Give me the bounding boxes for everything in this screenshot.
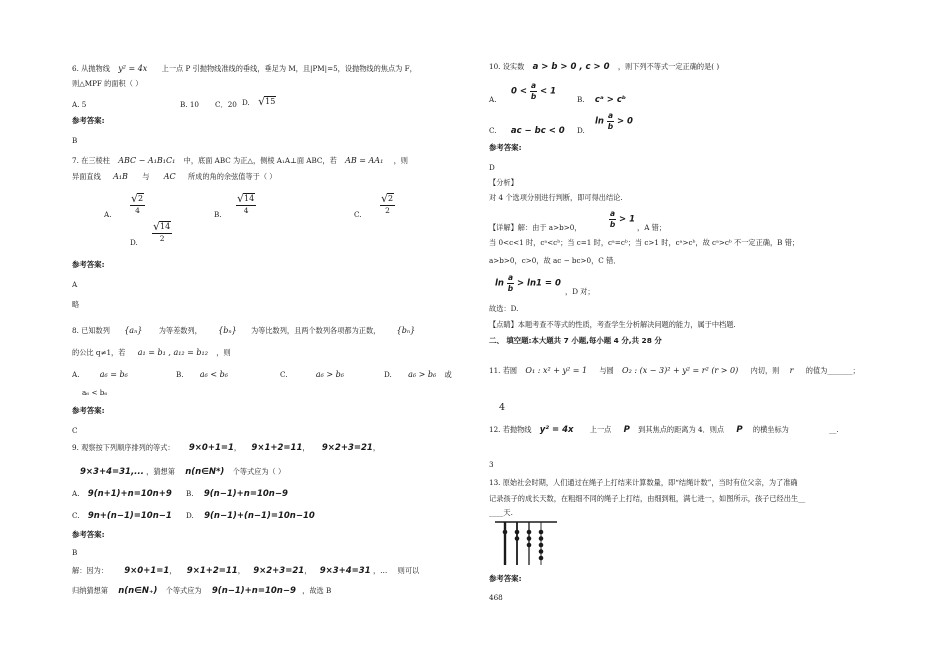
q9-sol-eq1: 9×0+1=1 [124,566,170,576]
q7-line-b: AC [163,172,176,181]
q8-option-a[interactable] [72,370,128,380]
q9-answer: B [72,548,78,557]
q9-solution-line2 [72,586,331,597]
q7-text2-end: 所成的角的余弦值等于（ ） [187,172,277,181]
q8-text-cont: 为等差数列， [158,326,202,335]
q7-answer-label: 参考答案: [72,260,105,269]
q10-detail-post: > 1 [619,214,636,225]
q10-text-cont: ，则下列不等式一定正确的是( ) [617,62,720,71]
q6-option-b[interactable]: B. 10 [180,100,199,109]
rope-knot [527,543,532,548]
rope-knot [515,530,520,535]
q9-c-label: C. [72,511,80,520]
q9-b-label: B. [186,489,194,498]
q6-line1 [72,64,417,74]
q8-b-eq: a₆ < b₆ [199,370,228,379]
q6-option-a[interactable]: A. 5 [72,100,87,109]
q9-sol-text3: 归纳猜想第 [72,586,108,595]
q6-option-d-label: D. [242,98,250,107]
q10-a-post: < 1 [540,86,556,97]
q6-text-cont: 上一点 P 引抛物线准线的垂线，垂足为 M，且|PM|=5，设抛物线的焦点为 F， [161,64,417,73]
q13-answer-label: 参考答案: [489,574,522,583]
q9-guess-text: ，猜想第 [146,467,175,476]
q8-seq-b: {bₙ} [218,326,237,335]
q6-answer: B [72,136,78,145]
q6-option-d[interactable] [242,96,276,107]
rope-knot [539,556,544,561]
q7-option-d[interactable]: D. [130,238,138,247]
q9-guess-n: n(n∈N*) [185,467,225,477]
q9-guess-text2: 个等式应为（ ） [232,467,286,476]
q7-option-b[interactable]: B. [214,210,222,219]
q7-option-c[interactable]: C. [354,210,362,219]
q7-option-c-frac: √ 2 2 [381,192,394,215]
q7-d-den: 2 [159,234,165,243]
q7-text2-cont: 与 [142,172,150,181]
q8-option-d[interactable] [384,370,452,380]
q10-detail-text3: ，D 对； [565,287,595,296]
q10-detail-den: b [609,219,616,229]
q10-b-label: B. [577,95,585,104]
q10-d-num: a [607,111,613,120]
q9-option-c[interactable] [72,511,172,522]
q10-detail-line3: a>b>0，c>0，故 ac − bc>0，C 错． [489,256,621,265]
q7-line2 [72,172,276,182]
q7-text-end: ，则 [393,156,408,165]
q7-a-den: 4 [135,206,140,215]
q9-c-eq: 9n+(n−1)=10n−1 [87,511,172,521]
rope-knot [539,543,544,548]
q10-detail-text: 【详解】解：由于 a>b>0， [489,223,582,232]
q9-sol-dots: ，… [372,566,388,575]
q12-text: 12. 若抛物线 [489,425,532,434]
q9-sol-text5: ，故选 B [302,586,332,595]
q10-answer-label: 参考答案: [489,143,522,152]
q8-d-label: D. [384,370,392,379]
q11-circle1: O₁ : x² + y² = 1 [525,366,588,375]
q8-d-or: 或 [444,370,452,379]
q8-c-eq: a₆ > b₆ [315,370,344,379]
q6-option-d-value: 15 [265,97,276,106]
q10-option-c[interactable] [489,126,565,137]
q6-line2: 则△MPF 的面积（ ） [72,79,143,88]
q10-text: 10. 设实数 [489,62,525,71]
rope-strands [503,522,544,565]
q9-text: 9. 观察按下列顺序排列的等式： [72,443,175,452]
q7-text2: 异面直线 [72,172,101,181]
q8-option-b[interactable] [176,370,228,380]
q10-line1 [489,62,719,73]
q8-b-label: B. [176,370,184,379]
q9-sol-eq2: 9×1+2=11 [186,566,238,576]
q9-option-b[interactable] [186,489,288,500]
q9-sol-eq4: 9×3+4=31 [319,566,371,576]
q10-analysis: 对 4 个选项分别进行判断，即可得出结论. [489,193,623,202]
q11-circle2: O₂ : (x − 3)² + y² = r² (r > 0) [622,366,739,375]
rope-knot [515,536,520,541]
q10-c-eq: ac − bc < 0 [510,126,565,136]
q12-answer: 3 [489,460,494,469]
q7-a-num: 2 [138,194,144,203]
q10-analysis-tag: 【分析】 [489,178,518,187]
q10-a-den: b [530,91,537,101]
rope-knot [503,530,508,535]
rope-knot [539,549,544,554]
q11-text4: 的值为_______； [805,366,860,375]
q8-seq-b2: {bₙ} [396,326,416,335]
q6-equation: y² = 4x [118,64,148,73]
q8-a-label: A. [72,370,80,379]
q10-ln-num: a [507,273,513,282]
q7-option-b-frac: √ 14 4 [237,192,255,215]
q7-c-num: 2 [388,194,394,203]
q11-var: r [789,366,794,375]
q7-option-a[interactable]: A. [104,210,112,219]
q7-line1 [72,156,408,166]
q9-sol-eq: 9(n−1)+n=10n−9 [211,586,296,596]
q10-ln-post: > ln1 = 0 [516,278,561,289]
q7-b-den: 4 [243,206,249,215]
q6-answer-label: 参考答案: [72,116,105,125]
q7-note: 略 [72,300,80,309]
section-heading: 二、 填空题:本大题共 7 小题,每小题 4 分,共 28 分 [489,336,662,345]
knotted-rope-figure [495,519,557,567]
q13-line1: 13. 原始社会时期，人们通过在绳子上打结来计算数量，即“结绳计数”，当时有位父亲，为了准确 [489,478,798,487]
rope-knot [539,530,544,535]
q7-line-a: A₁B [113,172,128,181]
q10-detail-line2: 当 0<c<1 时，cᵃ<cᵇ；当 c=1 时，cᵃ=cᵇ；当 c>1 时，cᵃ>cᵇ，故 cᵃ>cᵇ 不一定正确，B 错； [489,238,800,247]
rope-knot [527,536,532,541]
q7-text: 7. 在三棱柱 [72,156,110,165]
q9-sol-eq3: 9×2+3=21 [253,566,305,576]
q13-line2: 记录孩子的成长天数，在粗细不同的绳子上打结，由细到粗，满七进一，如图所示，孩子已经出生__ [489,494,806,503]
q10-detail-text2: ，A 错； [637,223,667,232]
q8-text2: 的公比 q≠1，若 [72,348,126,357]
q10-d-pre: ln [595,116,604,127]
q8-answer: C [72,426,78,435]
q7-b-num: 14 [244,194,255,203]
rope-knot [539,536,544,541]
q8-text2-end: ，则 [216,348,231,357]
q9-a-eq: 9(n+1)+n=10n+9 [87,489,172,499]
q10-option-b[interactable] [577,95,626,106]
q8-line1 [72,326,415,336]
q9-sol-n: n(n∈N₊) [118,586,158,596]
q10-d-post: > 0 [616,116,633,127]
q8-d-eq: a₆ > b₆ [408,370,437,379]
q11-line1 [489,366,860,376]
q12-line1 [489,425,839,436]
q9-option-a[interactable] [72,489,172,500]
q9-d-eq: 9(n−1)+(n−1)=10n−10 [204,511,315,521]
sqrt-symbol: √ 15 [258,95,276,108]
q10-d-den: b [607,121,614,131]
q11-text3: 内切，则 [750,366,780,375]
q8-line2 [72,348,231,358]
q8-answer-label: 参考答案: [72,406,105,415]
q8-seq-a: {aₙ} [124,326,143,335]
q9-d-label: D. [186,511,194,520]
q13-line3: ____天. [489,508,513,517]
q10-detail-num: a [610,209,616,218]
q7-d-num: 14 [160,222,171,231]
q8-d-eq2: a₆ < b₆ [82,388,108,397]
q7-answer: A [72,280,78,289]
q9-option-d[interactable] [186,511,315,522]
q7-prism: ABC − A₁B₁C₁ [118,156,176,165]
q10-c-label: C. [489,126,497,135]
q9-eq1: 9×0+1=1 [188,443,234,453]
q10-option-a[interactable]: A. [489,95,497,104]
q12-text3: 到其焦点的距离为 4．则点 [638,425,725,434]
q9-line1: 9. 观察按下列顺序排列的等式： 9×0+1=1， 9×1+2=11， 9×2+3=21， [72,443,381,453]
q10-a-num: a [530,81,537,90]
rope-knot [527,530,532,535]
q9-sol-text2: 则可以 [397,566,420,575]
q8-option-c[interactable] [280,370,344,380]
q12-text4: 的横坐标为 [752,425,789,434]
q11-text2: 与圆 [599,366,614,375]
q11-answer: 4 [499,402,506,413]
q8-text: 8. 已知数列 [72,326,110,335]
q9-sol-text: 解：因为： [72,566,108,575]
q9-eq4: 9×3+4=31,... [80,467,144,477]
q10-option-a-expr [511,82,556,100]
q8-condition: a₁ = b₁ , a₁₂ = b₁₂ [137,348,208,357]
q9-solution-line1: 解：因为： 9×0+1=1， 9×1+2=11， 9×2+3=21， 9×3+4=31 ，… 则可以 [72,566,420,576]
q7-c-den: 2 [385,206,390,215]
q6-text: 6. 从抛物线 [72,64,110,73]
q10-condition: a > b > 0 , c > 0 [532,62,610,72]
q7-option-a-frac: √ 2 4 [131,192,144,215]
q12-point-p2: P [736,425,743,435]
q7-option-d-frac: √ 14 2 [153,220,171,243]
q10-detail-ln [495,274,561,292]
q10-answer: D [489,163,495,172]
q8-a-eq: a₆ = b₆ [99,370,128,379]
q11-text: 11. 若圆 [489,366,518,375]
q10-option-d-expr [595,112,633,130]
q12-equation: y² = 4x [539,425,574,435]
q9-answer-label: 参考答案: [72,530,105,539]
q8-text-cont2: 为等比数列，且两个数列各项都为正数， [250,326,381,335]
q10-ln-pre: ln [495,278,504,289]
q9-a-label: A. [72,489,80,498]
q8-c-label: C. [280,370,288,379]
q10-b-eq: cᵃ > cᵇ [594,95,626,105]
q10-a-pre: 0 < [511,86,527,97]
q13-answer: 468 [489,593,503,602]
q10-choose: 故选：D. [489,304,519,313]
q9-line2 [80,467,285,478]
q10-detail-frac [609,210,635,228]
q9-b-eq: 9(n−1)+n=10n−9 [203,489,288,499]
q6-option-c[interactable]: C．20 [215,100,237,109]
q12-point-p: P [623,425,630,435]
q9-eq2: 9×1+2=11 [251,443,303,453]
q12-blank: __. [829,425,839,434]
q10-comment: 【点睛】本题考查不等式的性质，考查学生分析解决问题的能力，属于中档题. [489,320,736,329]
q7-text-cont: 中，底面 ABC 为正△，侧棱 A₁A⊥面 ABC，若 [183,156,337,165]
q7-condition: AB = AA₁ [345,156,384,165]
q9-eq3: 9×2+3=21 [321,443,373,453]
q9-sol-text4: 个等式应为 [165,586,202,595]
q12-text2: 上一点 [589,425,612,434]
q10-ln-den: b [507,283,514,293]
q10-option-d[interactable]: D. [577,126,585,135]
